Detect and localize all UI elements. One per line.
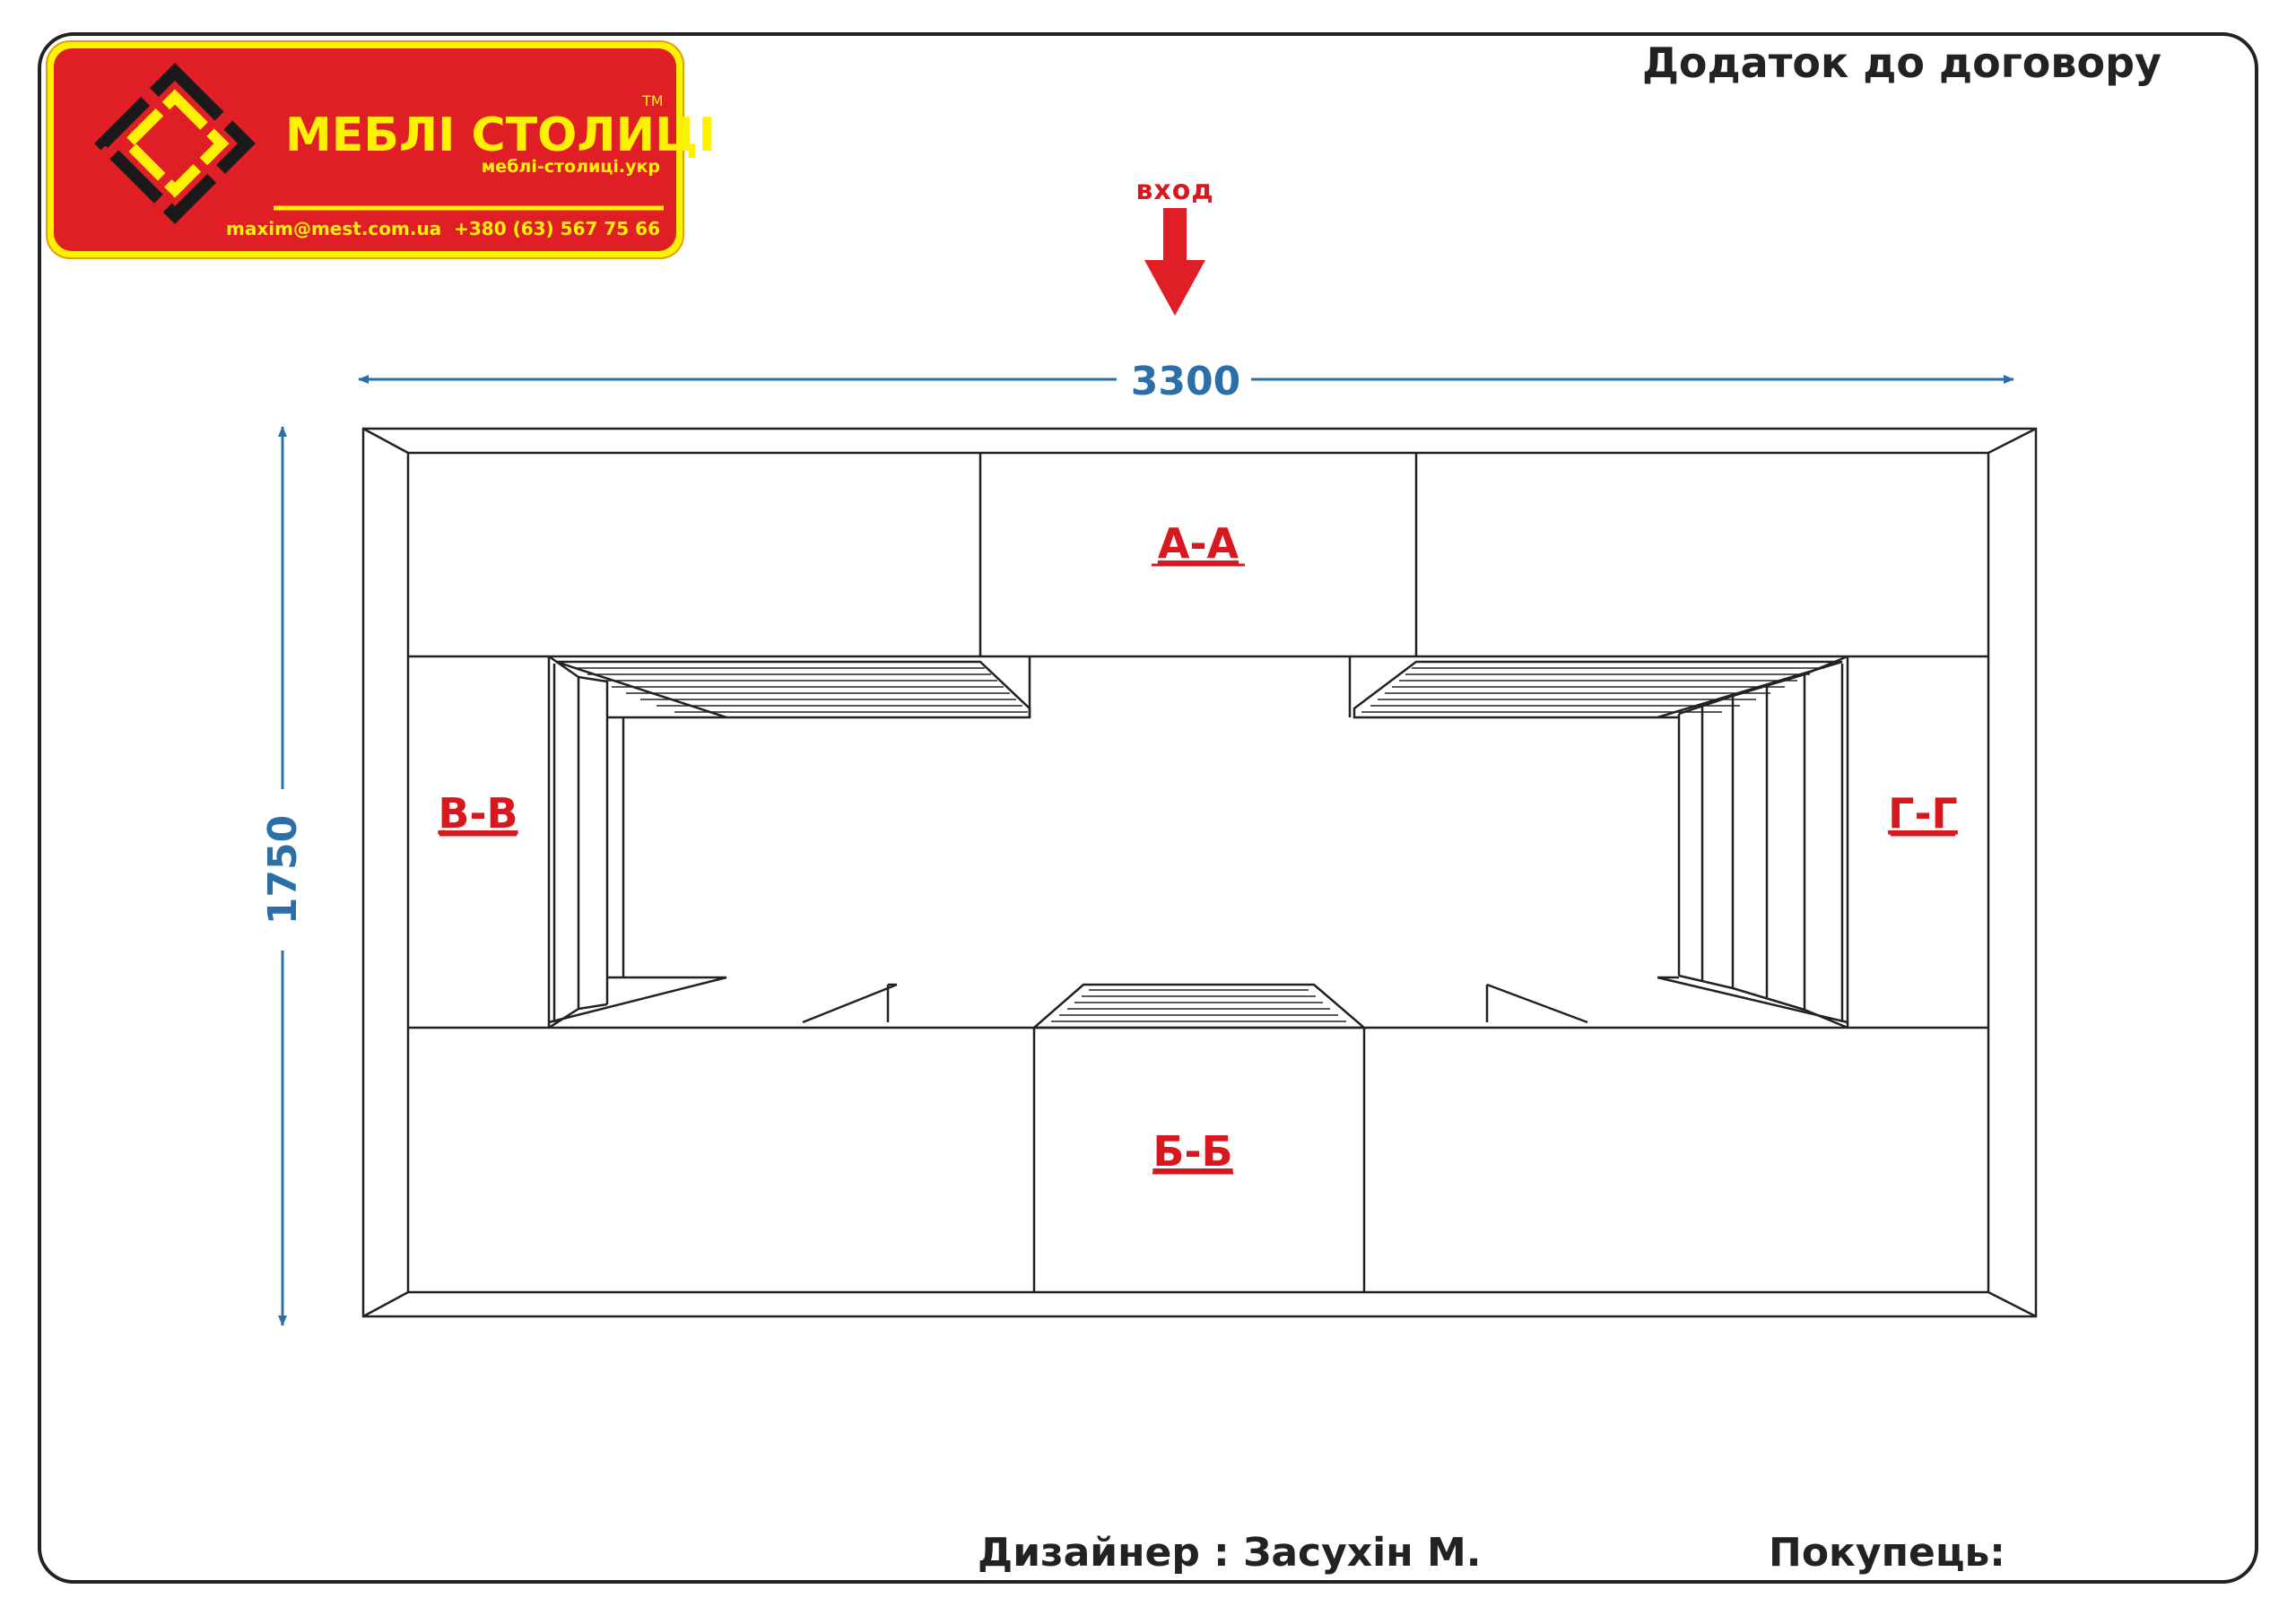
brand-site: меблі-столиці.укр <box>481 157 660 177</box>
buyer-label: Покупець: <box>1769 1530 2005 1576</box>
section-label-a: А-А <box>1157 519 1239 568</box>
shelf-hatching <box>574 668 1824 1021</box>
section-label-v: В-В <box>438 789 518 838</box>
section-label-g: Г-Г <box>1888 789 1958 838</box>
height-value: 1750 <box>260 814 306 925</box>
width-value: 3300 <box>1130 359 1241 404</box>
brand-name: МЕБЛІ СТОЛИЦІ <box>285 109 716 162</box>
entrance-label: вход <box>1135 175 1214 206</box>
section-labels <box>438 519 1957 1176</box>
entrance-arrow-icon <box>1144 208 1205 316</box>
brand-logo <box>47 41 716 258</box>
width-dimension <box>359 359 2013 404</box>
document-title: Додаток до договору <box>1641 39 2161 87</box>
designer-name: Дизайнер : Засухін М. <box>978 1530 1482 1576</box>
brand-contacts: maxim@mest.com.ua +380 (63) 567 75 66 <box>226 218 660 239</box>
brand-tm: TM <box>642 92 664 109</box>
section-label-b: Б-Б <box>1152 1127 1233 1176</box>
height-dimension <box>260 427 306 1325</box>
